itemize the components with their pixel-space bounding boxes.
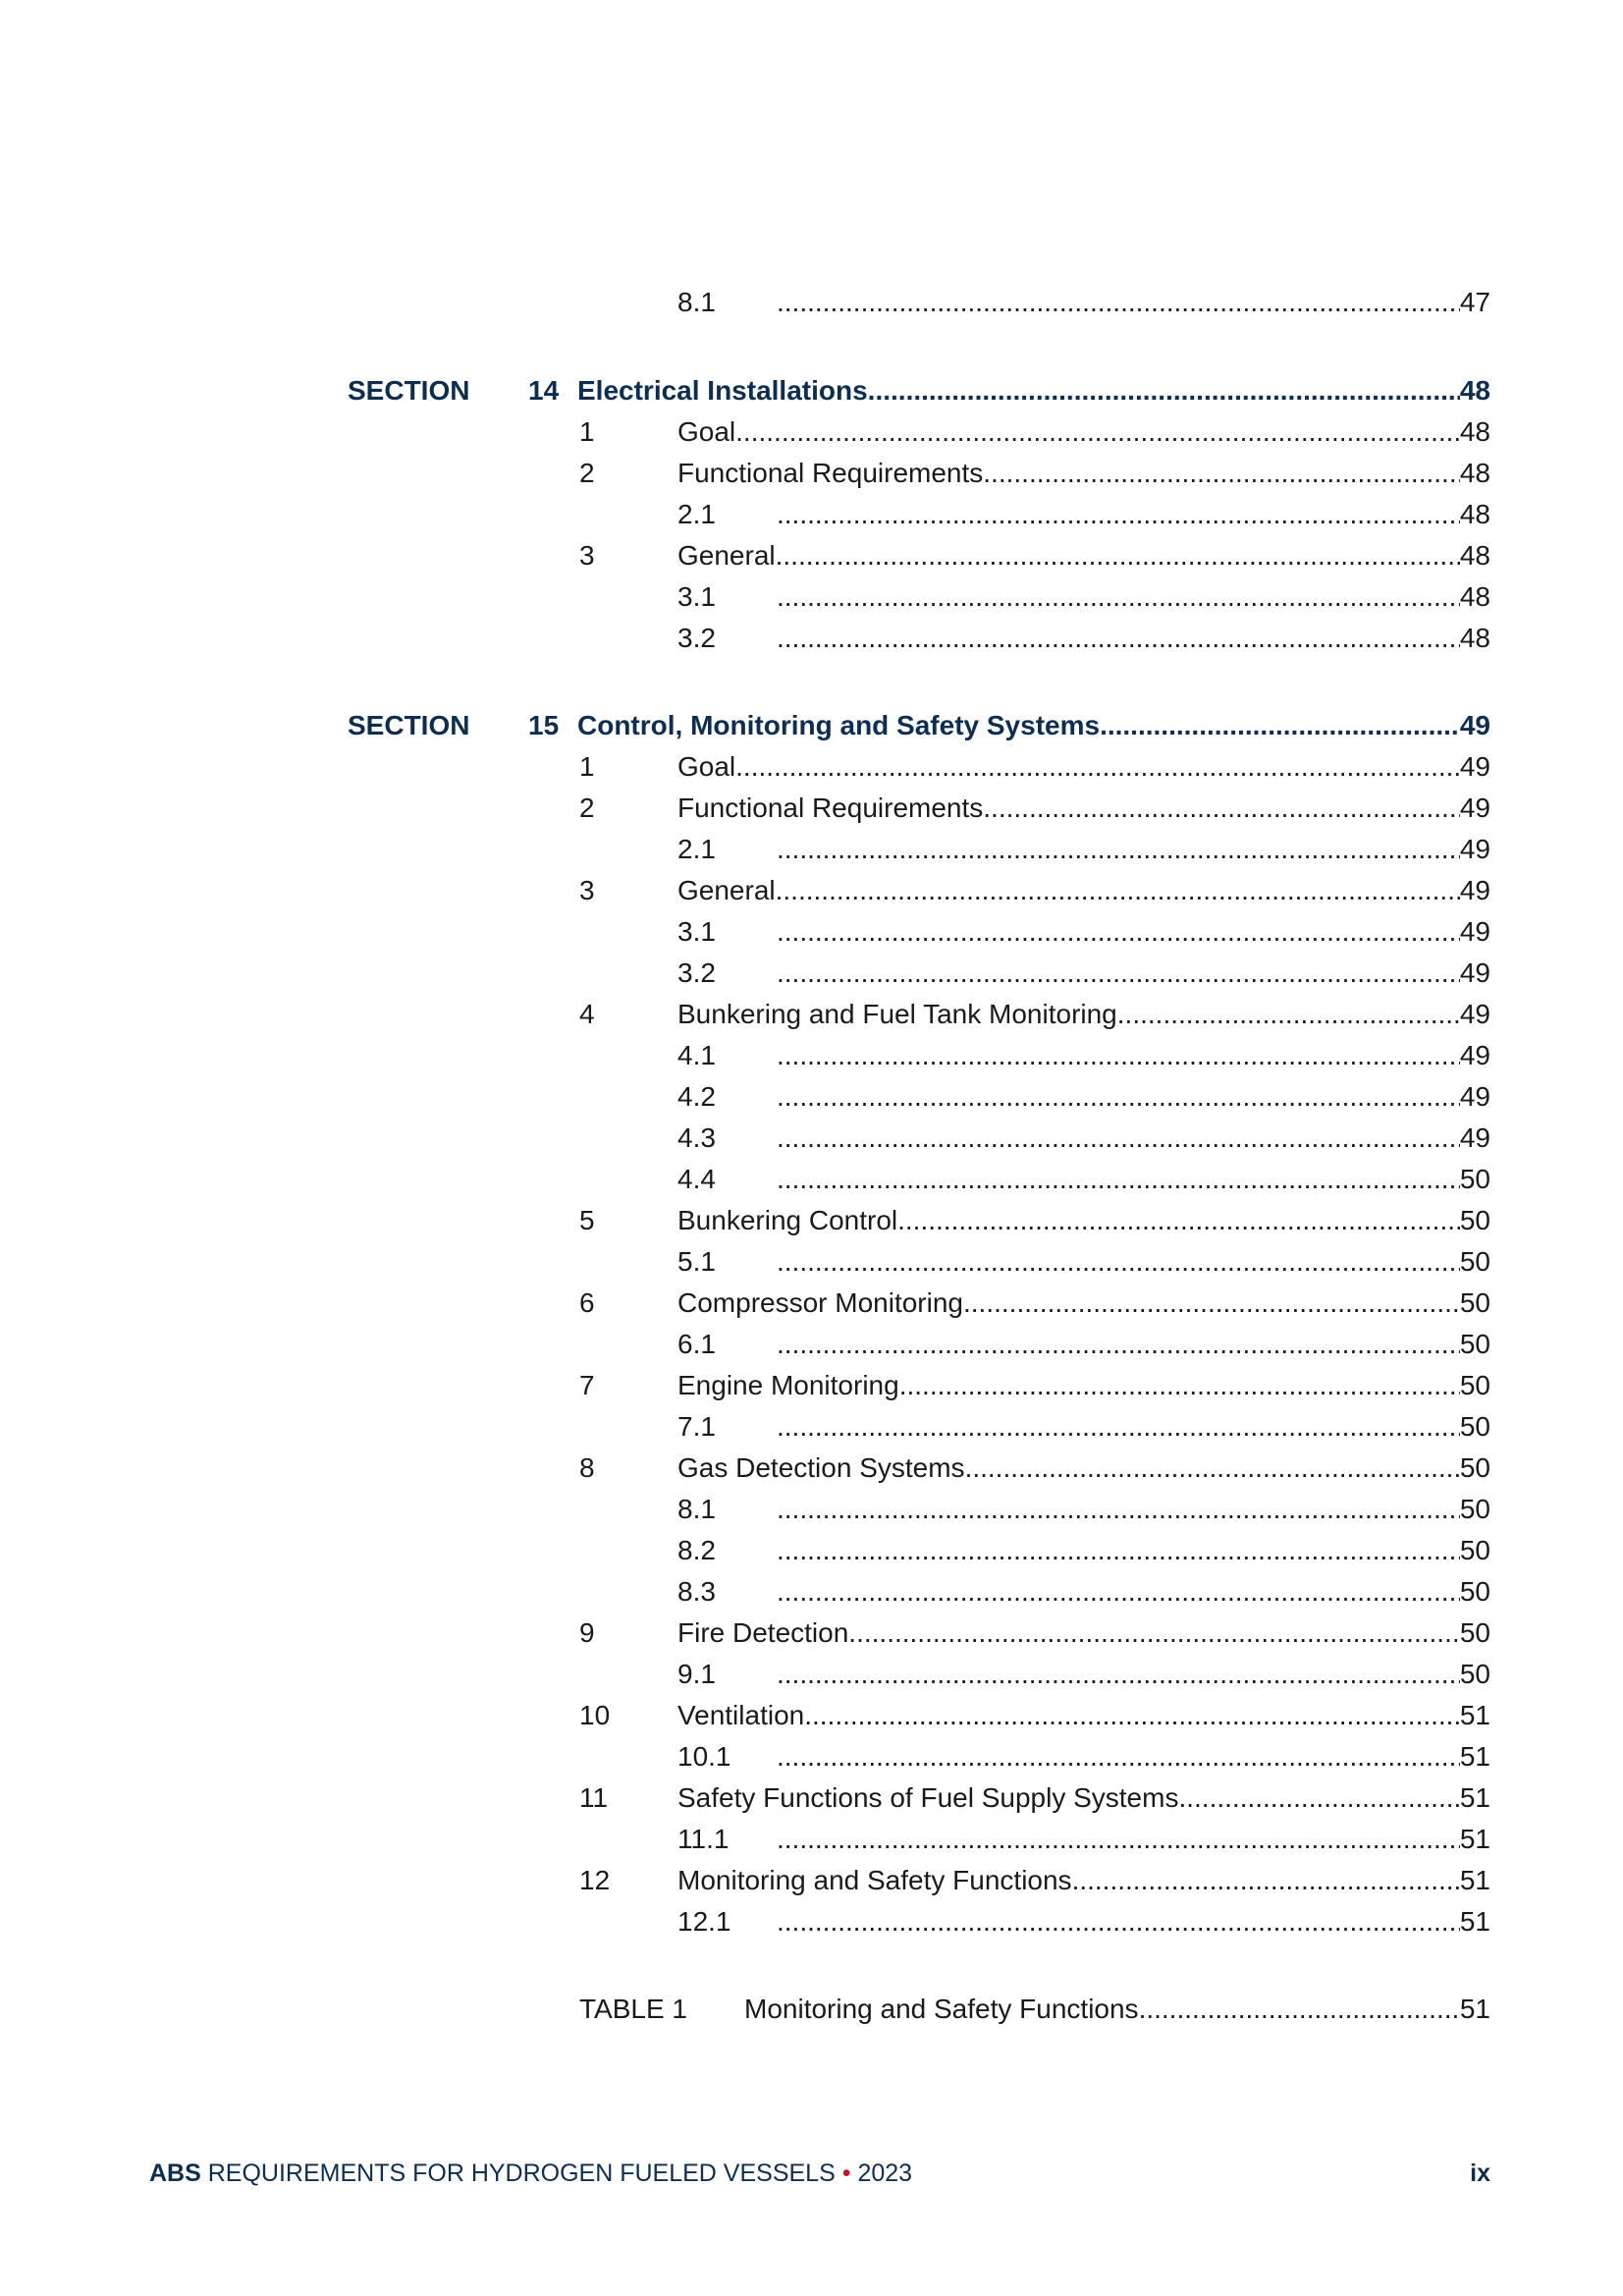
entry-number: 7 [579, 1370, 595, 1400]
page-number: 51 [1459, 1824, 1490, 1854]
leader-dots [777, 1902, 1460, 1941]
leader-dots [777, 1160, 1460, 1199]
entry-number: 4.3 [677, 1122, 716, 1153]
entry-number: 11.1 [677, 1824, 730, 1854]
page-number: 51 [1459, 1994, 1490, 2024]
entry-number: 6 [579, 1287, 595, 1318]
leader-dots [777, 912, 1460, 952]
page-number: 49 [1459, 834, 1490, 864]
toc-entry[interactable] [0, 995, 1623, 1034]
entry-number: 3.1 [677, 581, 716, 612]
entry-number: 3 [579, 875, 595, 905]
toc-entry[interactable] [0, 412, 1623, 452]
page-number: 50 [1459, 1246, 1490, 1277]
leader-dots [963, 1284, 1460, 1323]
leader-dots [777, 830, 1460, 869]
leader-dots [1178, 1778, 1459, 1818]
leader-dots [777, 1490, 1460, 1529]
entry-number: 4.2 [677, 1081, 716, 1112]
toc-subentry[interactable] [0, 912, 1623, 952]
entry-number: 1 [579, 416, 595, 447]
section-title: Electrical Installations [577, 375, 868, 406]
toc-subentry[interactable] [0, 1119, 1623, 1158]
entry-number: 6.1 [677, 1329, 716, 1359]
leader-dots [777, 577, 1460, 617]
section-title: Control, Monitoring and Safety Systems [577, 710, 1101, 740]
toc-subentry[interactable] [0, 1572, 1623, 1612]
entry-title: Safety Functions of Fuel Supply Systems [677, 1782, 1179, 1813]
leader-dots [777, 954, 1460, 993]
page-number: 50 [1459, 1535, 1490, 1565]
leader-dots [1117, 995, 1460, 1034]
leader-dots [777, 619, 1460, 658]
leader-dots [777, 1572, 1460, 1612]
toc-subentry[interactable] [0, 577, 1623, 617]
leader-dots [777, 1531, 1460, 1570]
leader-dots [777, 283, 1460, 322]
toc-subentry[interactable] [0, 1490, 1623, 1529]
section-number: 14 [528, 375, 560, 406]
page-number: 47 [1459, 287, 1490, 317]
toc-entry[interactable] [0, 1696, 1623, 1735]
leader-dots [983, 454, 1460, 493]
entry-number: 7.1 [677, 1411, 716, 1442]
page-number: 49 [1459, 1040, 1490, 1070]
leader-dots [735, 412, 1460, 452]
toc-entry[interactable] [0, 1366, 1623, 1405]
toc-subentry[interactable] [0, 830, 1623, 869]
abs-brand: ABS [149, 2159, 201, 2187]
page-number: 50 [1459, 1329, 1490, 1359]
entry-number: 3.1 [677, 916, 716, 947]
page-number: 50 [1459, 1494, 1490, 1524]
footer-title: REQUIREMENTS FOR HYDROGEN FUELED VESSELS [207, 2159, 836, 2187]
entry-number: 12 [579, 1865, 611, 1895]
leader-dots [777, 1036, 1460, 1075]
entry-number: 9.1 [677, 1659, 716, 1689]
leader-dots [777, 1655, 1460, 1694]
entry-number: 5 [579, 1205, 595, 1235]
leader-dots [735, 747, 1460, 787]
page-number: 51 [1459, 1700, 1490, 1730]
toc-entry[interactable] [0, 871, 1623, 910]
entry-number: 2 [579, 793, 595, 823]
page-number: 50 [1459, 1576, 1490, 1607]
entry-number: 8.1 [677, 1494, 716, 1524]
page-number: 50 [1459, 1617, 1490, 1648]
leader-dots [777, 1325, 1460, 1364]
toc-entry[interactable] [0, 1201, 1623, 1240]
leader-dots [848, 1613, 1460, 1653]
section-label: SECTION [348, 710, 470, 740]
page-footer [149, 2154, 1490, 2193]
toc-entry[interactable] [0, 1613, 1623, 1653]
page-number: 50 [1459, 1452, 1490, 1483]
entry-number: 11 [579, 1782, 609, 1813]
entry-title: Monitoring and Safety Functions [677, 1865, 1072, 1895]
toc-entry[interactable] [0, 789, 1623, 828]
page-number: 50 [1459, 1370, 1490, 1400]
page-number: 48 [1459, 375, 1490, 406]
page-number: 48 [1459, 416, 1490, 447]
toc-subentry[interactable] [0, 1737, 1623, 1777]
entry-number: 2.1 [677, 499, 716, 529]
entry-number: 1 [579, 751, 595, 782]
page-number: 51 [1459, 1865, 1490, 1895]
page-number: 49 [1459, 875, 1490, 905]
entry-number: 2 [579, 458, 595, 488]
page-number: 49 [1459, 1122, 1490, 1153]
toc-subentry[interactable] [0, 954, 1623, 993]
leader-dots [776, 536, 1460, 575]
leader-dots [777, 1737, 1460, 1777]
page-number: 49 [1459, 710, 1490, 740]
leader-dots [1072, 1861, 1460, 1900]
entry-number: 2.1 [677, 834, 716, 864]
leader-dots [1139, 1990, 1460, 2029]
section-heading-15[interactable] [0, 706, 1623, 745]
entry-title: Fire Detection [677, 1617, 849, 1648]
leader-dots [777, 1242, 1460, 1282]
toc-subentry[interactable] [0, 1077, 1623, 1117]
entry-title: Compressor Monitoring [677, 1287, 963, 1318]
toc-subentry[interactable] [0, 1407, 1623, 1447]
section-label: SECTION [348, 375, 470, 406]
leader-dots [777, 1119, 1460, 1158]
entry-title: Goal [677, 751, 736, 782]
entry-title: Engine Monitoring [677, 1370, 899, 1400]
leader-dots [868, 371, 1460, 410]
entry-number: 3.2 [677, 957, 716, 988]
page-number: 51 [1459, 1782, 1490, 1813]
leader-dots [899, 1366, 1460, 1405]
leader-dots [777, 495, 1460, 534]
entry-title: Functional Requirements [677, 793, 984, 823]
leader-dots [897, 1201, 1460, 1240]
leader-dots [776, 871, 1460, 910]
toc-subentry[interactable] [0, 1902, 1623, 1941]
entry-title: Ventilation [677, 1700, 805, 1730]
entry-title: Bunkering Control [677, 1205, 898, 1235]
page-number: 48 [1459, 581, 1490, 612]
toc-entry[interactable] [0, 1861, 1623, 1900]
page-number: 48 [1459, 458, 1490, 488]
entry-title: General [677, 875, 776, 905]
leader-dots [777, 1407, 1460, 1447]
table-label: TABLE 1 [579, 1994, 687, 2024]
leader-dots [965, 1449, 1460, 1488]
page-number: 51 [1459, 1741, 1490, 1772]
entry-number: 3 [579, 540, 595, 571]
toc-subentry[interactable] [0, 495, 1623, 534]
leader-dots [777, 1077, 1460, 1117]
entry-title: Bunkering and Fuel Tank Monitoring [677, 999, 1117, 1029]
page-number: 48 [1459, 540, 1490, 571]
leader-dots [1100, 706, 1460, 745]
page-number: 50 [1459, 1164, 1490, 1194]
entry-number: 4.1 [677, 1040, 716, 1070]
entry-number: 8 [579, 1452, 595, 1483]
leader-dots [777, 1820, 1460, 1859]
page-number: 50 [1459, 1205, 1490, 1235]
entry-number: 8.1 [677, 287, 716, 317]
entry-number: 4 [579, 999, 595, 1029]
toc-subentry[interactable] [0, 1655, 1623, 1694]
entry-number: 5.1 [677, 1246, 716, 1277]
entry-title: Goal [677, 416, 736, 447]
entry-number: 8.2 [677, 1535, 716, 1565]
toc-entry[interactable] [0, 1284, 1623, 1323]
page-number: 50 [1459, 1411, 1490, 1442]
entry-number: 10 [579, 1700, 611, 1730]
page-number: 51 [1459, 1906, 1490, 1937]
page-number: 49 [1459, 751, 1490, 782]
entry-title: General [677, 540, 776, 571]
footer-bullet: • [841, 2159, 851, 2187]
section-heading-14[interactable] [0, 371, 1623, 410]
entry-number: 12.1 [677, 1906, 731, 1937]
page-number: 50 [1459, 1659, 1490, 1689]
toc-entry[interactable] [0, 747, 1623, 787]
page-number: 49 [1459, 999, 1490, 1029]
toc-entry[interactable] [0, 1449, 1623, 1488]
page-number: 50 [1459, 1287, 1490, 1318]
toc-subentry[interactable] [0, 1325, 1623, 1364]
page-number: 49 [1459, 916, 1490, 947]
page-number: 49 [1459, 1081, 1490, 1112]
leader-dots [983, 789, 1460, 828]
section-number: 15 [528, 710, 560, 740]
toc-subentry[interactable] [0, 1160, 1623, 1199]
entry-title: Functional Requirements [677, 458, 984, 488]
toc-entry[interactable] [0, 1778, 1623, 1818]
entry-number: 8.3 [677, 1576, 716, 1607]
entry-number: 9 [579, 1617, 595, 1648]
toc-subentry[interactable] [0, 1820, 1623, 1859]
leader-dots [804, 1696, 1460, 1735]
entry-number: 3.2 [677, 623, 716, 653]
table-title: Monitoring and Safety Functions [744, 1994, 1139, 2024]
footer-year: 2023 [857, 2159, 913, 2187]
page-number: 49 [1459, 957, 1490, 988]
footer-page-number: ix [1470, 2159, 1490, 2187]
page-number: 49 [1459, 793, 1490, 823]
entry-number: 10.1 [677, 1741, 731, 1772]
entry-title: Gas Detection Systems [677, 1452, 965, 1483]
toc-entry[interactable] [0, 454, 1623, 493]
toc-entry[interactable] [0, 536, 1623, 575]
toc-entry-8-1[interactable] [0, 283, 1623, 322]
toc-subentry[interactable] [0, 619, 1623, 658]
entry-number: 4.4 [677, 1164, 716, 1194]
page-number: 48 [1459, 623, 1490, 653]
footer-document-title [149, 2154, 912, 2193]
toc-subentry[interactable] [0, 1242, 1623, 1282]
toc-subentry[interactable] [0, 1036, 1623, 1075]
toc-table-entry[interactable] [0, 1990, 1623, 2029]
toc-subentry[interactable] [0, 1531, 1623, 1570]
page-number: 48 [1459, 499, 1490, 529]
